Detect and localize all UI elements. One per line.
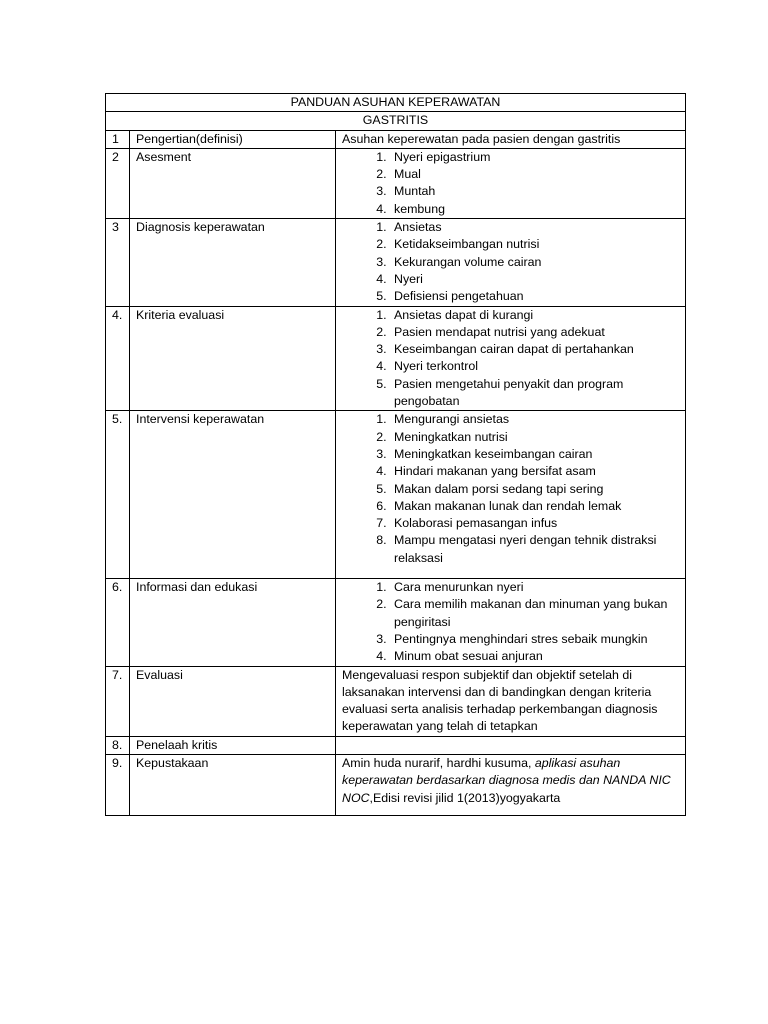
table-row [106, 219, 686, 306]
reference-authors: Amin huda nurarif, hardhi kusuma, [342, 755, 535, 770]
evaluation-criteria-list [342, 307, 679, 411]
list-item: 1. Nyeri epigastrium [390, 149, 679, 166]
table-row [106, 579, 686, 666]
list-item: 4. Hindari makanan yang bersifat asam [390, 463, 679, 480]
document-subtitle: GASTRITIS [106, 112, 686, 130]
row-number: 9. [106, 754, 130, 815]
list-item: 8. Mampu mengatasi nyeri dengan tehnik distraksi relaksasi [390, 532, 679, 567]
row-content [336, 411, 686, 579]
table-row [106, 306, 686, 411]
row-content [336, 579, 686, 666]
row-number: 4. [106, 306, 130, 411]
list-item: 6. Makan makanan lunak dan rendah lemak [390, 498, 679, 515]
list-item: 5. Defisiensi pengetahuan [390, 288, 679, 305]
intervention-list [342, 411, 679, 567]
reference-citation [342, 755, 679, 807]
diagnosis-list [342, 219, 679, 305]
row-label: Kepustakaan [130, 754, 336, 815]
row-number: 7. [106, 666, 130, 736]
row-number: 8. [106, 736, 130, 754]
assessment-list [342, 149, 679, 218]
list-item: 1. Cara menurunkan nyeri [390, 579, 679, 596]
table-row [106, 130, 686, 148]
list-item: 3. Kekurangan volume cairan [390, 254, 679, 271]
row-number: 2 [106, 148, 130, 218]
table-row [106, 411, 686, 579]
row-label: Diagnosis keperawatan [130, 219, 336, 306]
table-row [106, 666, 686, 736]
document-title: PANDUAN ASUHAN KEPERAWATAN [106, 94, 686, 112]
evaluation-paragraph: Mengevaluasi respon subjektif dan objektif setelah di laksanakan intervensi dan di bandingkan dengan kriteria evaluasi serta analisis terhadap perkembangan diagnosis keperawatan yang telah di tetapkan [342, 667, 658, 734]
nursing-care-guide-table [105, 93, 686, 816]
list-item: 1. Mengurangi ansietas [390, 411, 679, 428]
reference-edition: ,Edisi revisi jilid 1(2013)yogyakarta [369, 790, 561, 805]
row-number: 1 [106, 130, 130, 148]
row-content [336, 306, 686, 411]
table-row [106, 754, 686, 815]
row-label: Pengertian(definisi) [130, 130, 336, 148]
list-item: 2. Ketidakseimbangan nutrisi [390, 236, 679, 253]
reference-title: aplikasi asuhan keperawatan berdasarkan diagnosa medis dan NANDA NIC NOC [342, 755, 671, 805]
row-label: Kriteria evaluasi [130, 306, 336, 411]
row-content [336, 666, 686, 736]
list-item: 3. Pentingnya menghindari stres sebaik mungkin [390, 631, 679, 648]
row-content-empty [336, 736, 686, 754]
list-item: 2. Pasien mendapat nutrisi yang adekuat [390, 324, 679, 341]
reference-cell [336, 754, 686, 815]
list-item: 1. Ansietas dapat di kurangi [390, 307, 679, 324]
row-number: 6. [106, 579, 130, 666]
list-item: 4. Nyeri terkontrol [390, 358, 679, 375]
list-item: 3. Keseimbangan cairan dapat di pertahankan [390, 341, 679, 358]
list-item: 2. Mual [390, 166, 679, 183]
list-item: 3. Meningkatkan keseimbangan cairan [390, 446, 679, 463]
row-label: Intervensi keperawatan [130, 411, 336, 579]
row-number: 5. [106, 411, 130, 579]
list-item: 5. Makan dalam porsi sedang tapi sering [390, 481, 679, 498]
title-row [106, 94, 686, 112]
list-item: 4. kembung [390, 201, 679, 218]
row-content [336, 219, 686, 306]
list-item: 1. Ansietas [390, 219, 679, 236]
subtitle-row [106, 112, 686, 130]
row-number: 3 [106, 219, 130, 306]
list-item: 5. Pasien mengetahui penyakit dan program pengobatan [390, 376, 679, 411]
list-item: 4. Nyeri [390, 271, 679, 288]
list-item: 4. Minum obat sesuai anjuran [390, 648, 679, 665]
list-item: 3. Muntah [390, 183, 679, 200]
table-row [106, 736, 686, 754]
row-content [336, 148, 686, 218]
list-item: 2. Cara memilih makanan dan minuman yang bukan pengiritasi [390, 596, 679, 631]
row-label: Informasi dan edukasi [130, 579, 336, 666]
education-list [342, 579, 679, 665]
row-label: Asesment [130, 148, 336, 218]
row-content: Asuhan keperewatan pada pasien dengan gastritis [336, 130, 686, 148]
list-item: 7. Kolaborasi pemasangan infus [390, 515, 679, 532]
list-item: 2. Meningkatkan nutrisi [390, 429, 679, 446]
table-row [106, 148, 686, 218]
row-label: Evaluasi [130, 666, 336, 736]
row-label: Penelaah kritis [130, 736, 336, 754]
